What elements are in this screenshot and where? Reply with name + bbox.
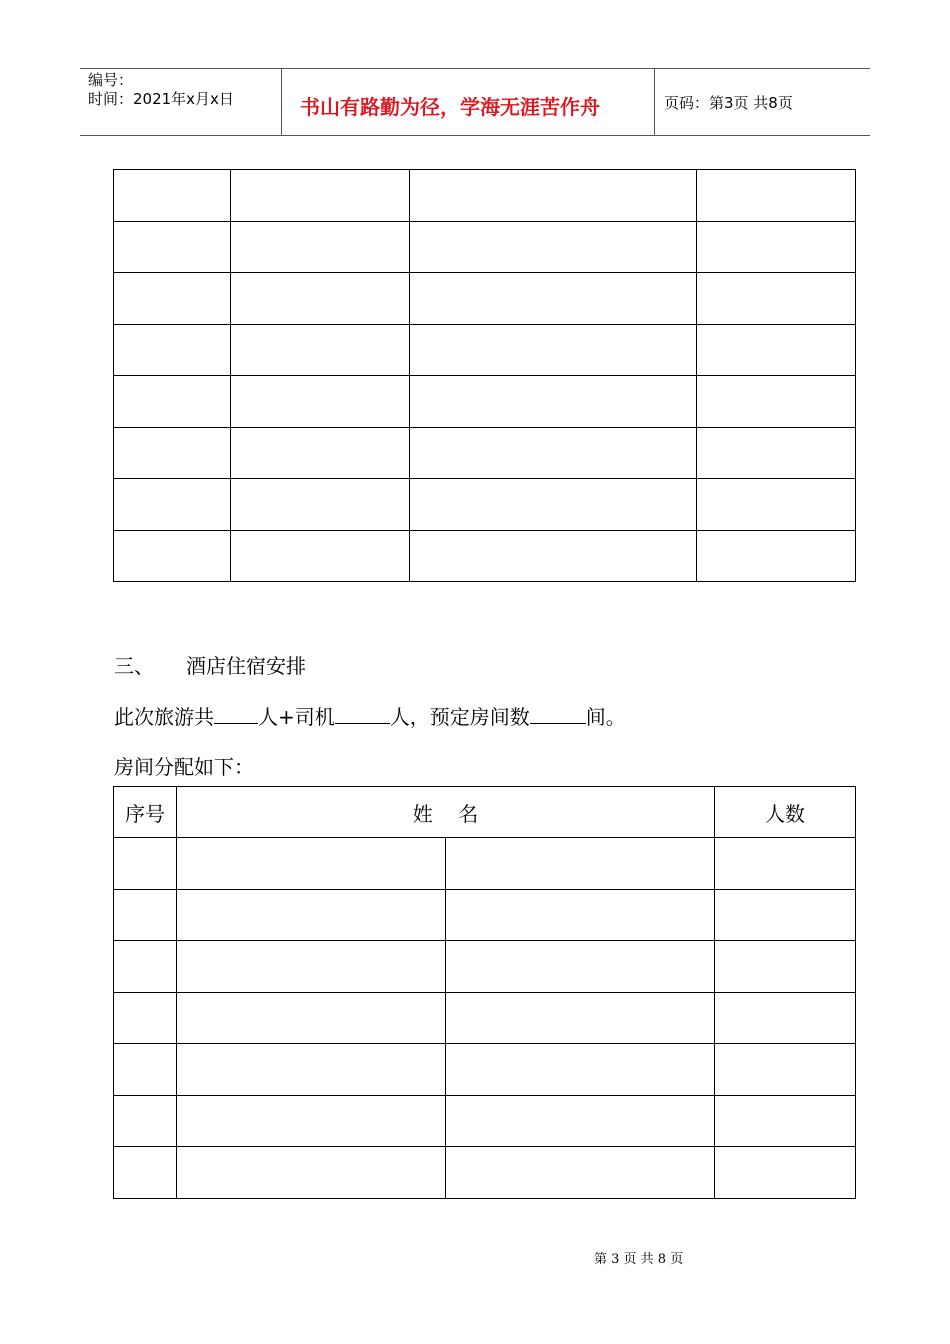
- table-cell[interactable]: [177, 889, 446, 941]
- table-row: [114, 170, 856, 222]
- table-cell[interactable]: [446, 1044, 715, 1096]
- table-cell[interactable]: [446, 1095, 715, 1147]
- table-cell[interactable]: [410, 530, 697, 582]
- table-cell[interactable]: [715, 1147, 856, 1199]
- section-number: 三、: [114, 654, 154, 678]
- header-count: 人数: [715, 787, 856, 838]
- table-row: [114, 1044, 856, 1096]
- table-cell[interactable]: [114, 479, 231, 531]
- document-number-label: 编号：: [88, 71, 134, 89]
- summary-text: 人+司机: [258, 705, 335, 729]
- table-cell[interactable]: [410, 479, 697, 531]
- table-cell[interactable]: [410, 376, 697, 428]
- table-cell[interactable]: [114, 170, 231, 222]
- table-cell[interactable]: [177, 838, 446, 890]
- section-title: 酒店住宿安排: [186, 654, 306, 678]
- header-index: 序号: [114, 787, 177, 838]
- page-footer: 第 3 页 共 8 页: [594, 1252, 684, 1267]
- room-allocation-table: [113, 786, 856, 1199]
- header-divider: [281, 69, 282, 136]
- header-name: 姓 名: [177, 787, 715, 838]
- table-row: [114, 530, 856, 582]
- table-row: [114, 1095, 856, 1147]
- table-row: [114, 273, 856, 325]
- table-row: [114, 1147, 856, 1199]
- table-row: [114, 479, 856, 531]
- summary-text: 此次旅游共: [114, 705, 214, 729]
- room-allocation-intro: 房间分配如下：: [114, 755, 254, 779]
- table-cell[interactable]: [177, 941, 446, 993]
- table-cell[interactable]: [446, 1147, 715, 1199]
- table-row: [114, 376, 856, 428]
- table-cell[interactable]: [231, 324, 410, 376]
- table-cell[interactable]: [177, 1095, 446, 1147]
- table-cell[interactable]: [231, 427, 410, 479]
- table-cell[interactable]: [446, 941, 715, 993]
- table-cell[interactable]: [231, 221, 410, 273]
- table-cell[interactable]: [114, 273, 231, 325]
- table-cell[interactable]: [715, 1095, 856, 1147]
- driver-count-blank[interactable]: [335, 705, 390, 724]
- table-cell[interactable]: [697, 427, 856, 479]
- table-cell[interactable]: [697, 376, 856, 428]
- table-cell[interactable]: [114, 992, 177, 1044]
- table-cell[interactable]: [697, 479, 856, 531]
- table-cell[interactable]: [446, 992, 715, 1044]
- table-cell[interactable]: [114, 838, 177, 890]
- table-cell[interactable]: [177, 992, 446, 1044]
- table-cell[interactable]: [715, 992, 856, 1044]
- table-cell[interactable]: [177, 1147, 446, 1199]
- table-cell[interactable]: [715, 941, 856, 993]
- hotel-section-heading: [114, 650, 306, 679]
- table-cell[interactable]: [697, 221, 856, 273]
- table-cell[interactable]: [697, 170, 856, 222]
- table-cell[interactable]: [177, 1044, 446, 1096]
- table-cell[interactable]: [114, 324, 231, 376]
- header-motto: 书山有路勤为径，学海无涯苦作舟: [300, 95, 600, 119]
- table-row: [114, 838, 856, 890]
- room-count-blank[interactable]: [530, 705, 586, 724]
- table-cell[interactable]: [446, 889, 715, 941]
- table-cell[interactable]: [114, 1147, 177, 1199]
- table-cell[interactable]: [114, 376, 231, 428]
- table-cell[interactable]: [697, 530, 856, 582]
- header-top-rule: [80, 68, 870, 69]
- header-page-label: 页码：第3页 共8页: [664, 94, 793, 112]
- table-row: [114, 324, 856, 376]
- table-cell[interactable]: [114, 427, 231, 479]
- table-cell[interactable]: [410, 324, 697, 376]
- table-header-row: [114, 787, 856, 838]
- table-cell[interactable]: [231, 530, 410, 582]
- table-cell[interactable]: [715, 838, 856, 890]
- summary-text: 间。: [585, 705, 626, 729]
- table-row: [114, 427, 856, 479]
- table-cell[interactable]: [114, 889, 177, 941]
- table-cell[interactable]: [715, 1044, 856, 1096]
- table-cell[interactable]: [114, 1095, 177, 1147]
- header-bottom-rule: [80, 135, 870, 136]
- table-cell[interactable]: [715, 889, 856, 941]
- table-cell[interactable]: [114, 1044, 177, 1096]
- table-row: [114, 992, 856, 1044]
- table-cell[interactable]: [231, 273, 410, 325]
- document-date-label: 时间：2021年x月x日: [88, 90, 234, 108]
- table-cell[interactable]: [231, 376, 410, 428]
- table-cell[interactable]: [114, 941, 177, 993]
- table-cell[interactable]: [410, 427, 697, 479]
- table-cell[interactable]: [114, 221, 231, 273]
- table-cell[interactable]: [410, 221, 697, 273]
- table-cell[interactable]: [231, 170, 410, 222]
- summary-text: 人，预定房间数: [389, 705, 530, 729]
- table-row: [114, 941, 856, 993]
- table-cell[interactable]: [410, 273, 697, 325]
- table-cell[interactable]: [410, 170, 697, 222]
- table-cell[interactable]: [446, 838, 715, 890]
- itinerary-table: [113, 169, 856, 582]
- table-cell[interactable]: [114, 530, 231, 582]
- table-cell[interactable]: [697, 273, 856, 325]
- table-row: [114, 889, 856, 941]
- traveler-count-blank[interactable]: [214, 705, 258, 724]
- table-cell[interactable]: [231, 479, 410, 531]
- table-row: [114, 221, 856, 273]
- table-cell[interactable]: [697, 324, 856, 376]
- hotel-summary-line: [114, 701, 626, 730]
- header-divider: [654, 69, 655, 136]
